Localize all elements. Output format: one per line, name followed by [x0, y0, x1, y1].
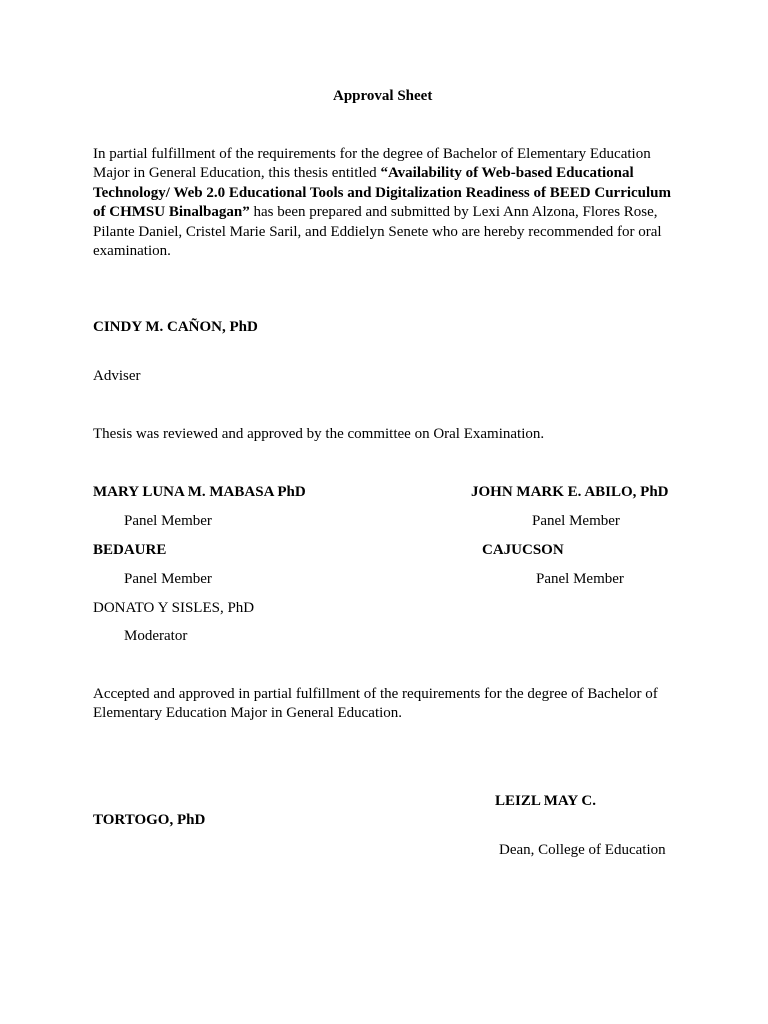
thesis-title: “Availability of Web-based Educational Technology/ Web 2.0 Educational Tools and Digitalization Readiness of BEED Curriculum of CHMSU Binalbagan” — [93, 165, 672, 221]
dean-name-line-1: LEIZL MAY C. — [495, 793, 597, 809]
panel-member-3-role: Panel Member — [124, 571, 212, 587]
intro-text-after: has been prepared and submitted by Lexi Ann Alzona, Flores Rose, Pilante Daniel, Cristel Marie Saril, and Eddielyn Senete who are hereby recommended for oral examination. — [93, 204, 662, 260]
moderator-name: DONATO Y SISLES, PhD — [93, 600, 255, 616]
intro-paragraph — [93, 145, 678, 261]
panel-member-2-role: Panel Member — [532, 513, 620, 529]
adviser-name: CINDY M. CAÑON, PhD — [93, 319, 258, 335]
page-title: Approval Sheet — [333, 88, 433, 104]
dean-name-line-2: TORTOGO, PhD — [93, 812, 206, 828]
review-statement: Thesis was reviewed and approved by the committee on Oral Examination. — [93, 426, 545, 442]
adviser-role: Adviser — [93, 368, 141, 384]
panel-member-1-role: Panel Member — [124, 513, 212, 529]
panel-member-2-name: JOHN MARK E. ABILO, PhD — [471, 484, 669, 500]
acceptance-statement: Accepted and approved in partial fulfillment of the requirements for the degree of Bachelor of Elementary Education Major in General Education. — [93, 686, 658, 722]
panel-member-1-name: MARY LUNA M. MABASA PhD — [93, 484, 306, 500]
panel-member-4-role: Panel Member — [536, 571, 624, 587]
dean-role: Dean, College of Education — [499, 842, 666, 858]
panel-member-4-name: CAJUCSON — [482, 542, 564, 558]
intro-text-before: In partial fulfillment of the requirements for the degree of Bachelor of Elementary Education Major in General Education, this thesis entitled — [93, 146, 651, 182]
moderator-role: Moderator — [124, 628, 188, 644]
panel-member-3-name: BEDAURE — [93, 542, 167, 558]
